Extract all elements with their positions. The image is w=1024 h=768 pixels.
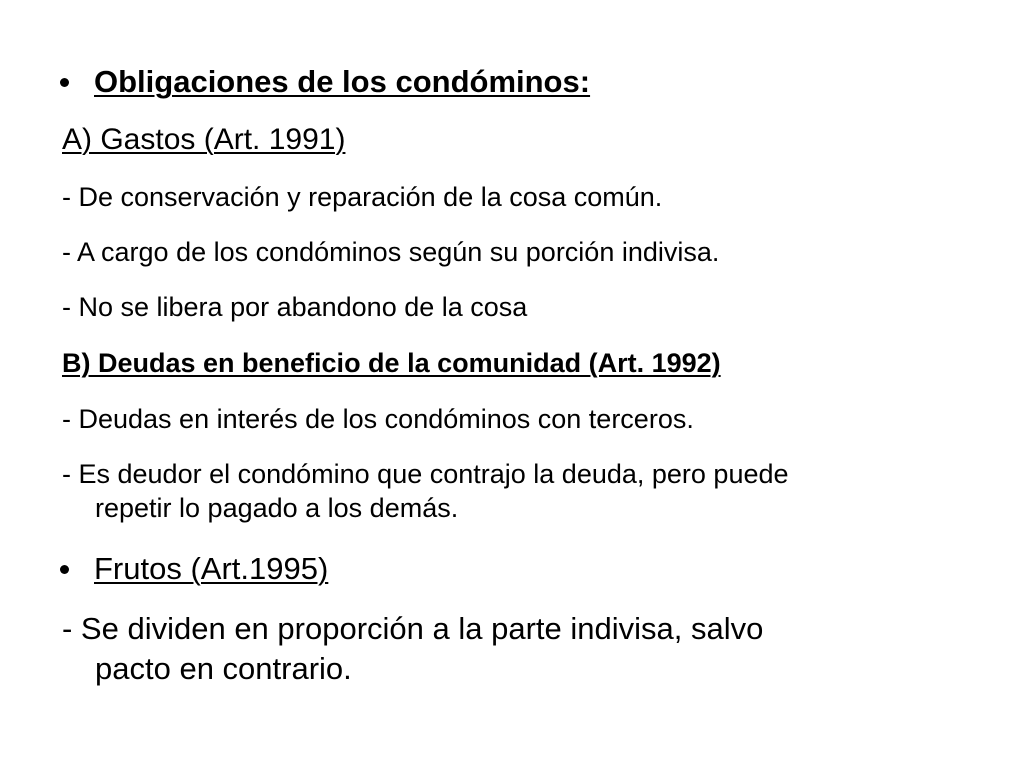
frutos-item: [62, 609, 763, 689]
deudas-item-2: [62, 457, 789, 525]
bullet-dot-icon: [60, 565, 69, 574]
deudas-item-2-line2: repetir lo pagado a los demás.: [95, 493, 459, 523]
obligaciones-title: Obligaciones de los condóminos:: [94, 64, 591, 99]
frutos-item-line1: - Se dividen en proporción a la parte indivisa, salvo: [62, 611, 764, 646]
frutos-title: Frutos (Art.1995): [94, 551, 329, 586]
gastos-item-2: - A cargo de los condóminos según su porción indivisa.: [62, 237, 720, 267]
bullet-frutos: [60, 551, 328, 587]
bullet-dot-icon: [60, 78, 69, 87]
gastos-heading: A) Gastos (Art. 1991): [62, 123, 346, 156]
deudas-heading: B) Deudas en beneficio de la comunidad (Art. 1992): [62, 348, 721, 378]
bullet-obligaciones: [60, 64, 590, 100]
frutos-item-line2: pacto en contrario.: [95, 651, 352, 686]
deudas-item-2-line1: - Es deudor el condómino que contrajo la deuda, pero puede: [62, 459, 789, 489]
gastos-item-1: - De conservación y reparación de la cosa común.: [62, 182, 663, 212]
gastos-item-3: - No se libera por abandono de la cosa: [62, 292, 528, 322]
deudas-item-1: - Deudas en interés de los condóminos con terceros.: [62, 404, 694, 434]
